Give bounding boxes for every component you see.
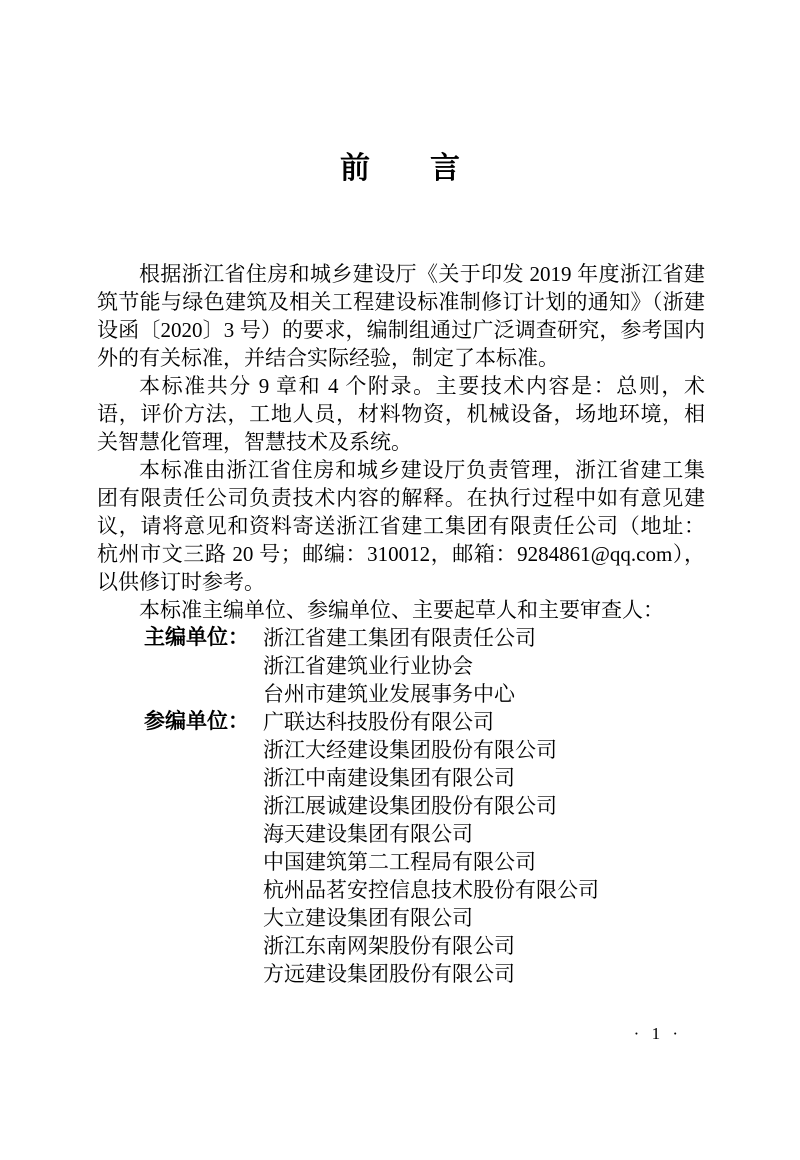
org-item: 杭州品茗安控信息技术股份有限公司 [263, 878, 599, 902]
org-item: 浙江展诚建设集团股份有限公司 [263, 794, 557, 818]
org-item: 浙江省建筑业行业协会 [263, 654, 473, 678]
org-item: 浙江东南网架股份有限公司 [263, 934, 515, 958]
org-item: 大立建设集团有限公司 [263, 906, 473, 930]
chief-editor-label: 主编单位： [144, 626, 249, 649]
page-title: 前 言 [340, 152, 460, 185]
org-item: 方远建设集团股份有限公司 [263, 962, 515, 986]
org-item: 中国建筑第二工程局有限公司 [263, 850, 536, 874]
participating-editor-org-list [263, 708, 705, 988]
org-item: 台州市建筑业发展事务中心 [263, 682, 515, 706]
paragraph-contents: 本标准共分 9 章和 4 个附录。主要技术内容是：总则，术语，评价方法，工地人员，材料物资，机械设备，场地环境，相关智慧化管理，智慧技术及系统。 [97, 374, 705, 454]
paragraph-units-intro: 本标准主编单位、参编单位、主要起草人和主要审查人： [139, 598, 664, 622]
org-item: 浙江中南建设集团有限公司 [263, 766, 515, 790]
org-item: 广联达科技股份有限公司 [263, 710, 494, 734]
preface-content [97, 260, 705, 988]
org-item: 浙江大经建设集团股份有限公司 [263, 738, 557, 762]
org-item: 浙江省建工集团有限责任公司 [263, 626, 536, 650]
page-number: · 1 · [633, 1024, 682, 1043]
paragraph-management: 本标准由浙江省住房和城乡建设厅负责管理，浙江省建工集团有限责任公司负责技术内容的解释。在执行过程中如有意见建议，请将意见和资料寄送浙江省建工集团有限责任公司（地址：杭州市文三路 20 号；邮编：310012，邮箱：9284861@qq.com），以供修订时参考。 [97, 458, 705, 594]
paragraph-basis: 根据浙江省住房和城乡建设厅《关于印发 2019 年度浙江省建筑节能与绿色建筑及相关工程建设标准制修订计划的通知》（浙建设函〔2020〕3 号）的要求，编制组通过广泛调查研究，参考国内外的有关标准，并结合实际经验，制定了本标准。 [97, 262, 705, 370]
participating-editor-label: 参编单位： [144, 710, 249, 733]
chief-editor-org-list [263, 624, 705, 708]
org-item: 海天建设集团有限公司 [263, 822, 473, 846]
chief-editor-section [97, 624, 705, 708]
participating-editor-section [97, 708, 705, 988]
